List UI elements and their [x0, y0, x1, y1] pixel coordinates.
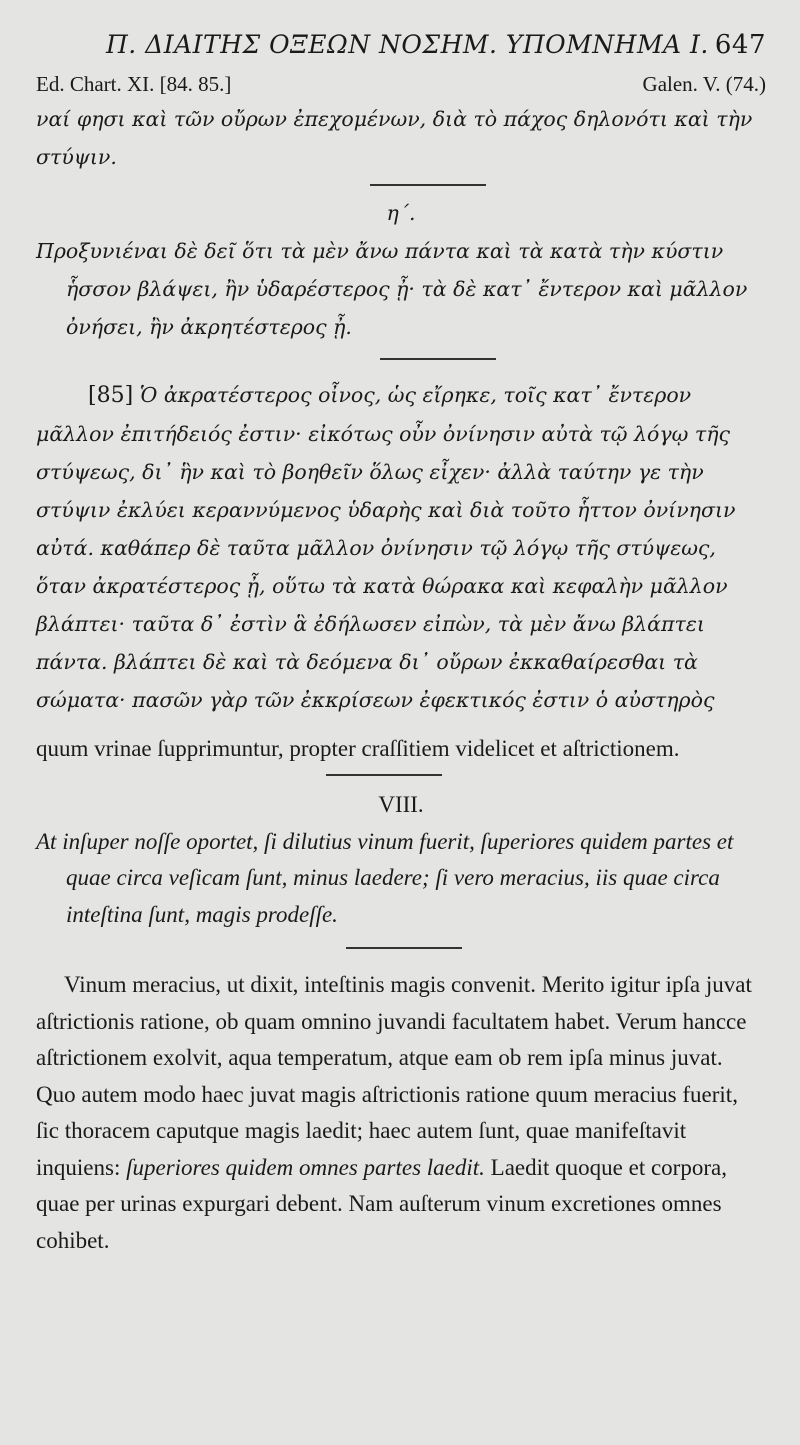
latin-continuation: quum vrinae ſupprimuntur, propter craſſitiem videlicet et aſtrictionem. — [36, 736, 680, 761]
page-number: 647 — [714, 30, 766, 60]
edition-kuehn: Galen. V. (74.) — [642, 72, 766, 96]
greek-commentary-text: Ὁ ἀκρατέστερος οἶνος, ὡς εἴρηκε, τοῖς κατ᾽ ἔντερον μᾶλλον ἐπιτήδειός ἐστιν· εἰκότως οὖν ὀνίνησιν αὐτὰ τῷ λόγῳ τῆς στύψεως, δι᾽ ἣν καὶ τὸ βοηθεῖν ὅλως εἶχεν· ἀλλὰ ταύτην γε τὴν στύψιν ἐκλύει κεραννύμενος ὑδαρὴς καὶ διὰ τοῦτο ἧττον ὀνίνησιν αὐτά. καθάπερ δὲ ταῦτα μᾶλλον ὀνίνησιν τῷ λόγῳ τῆς στύψεως, ὅταν ἀκρατέστερος ᾖ, οὕτω τὰ κατὰ θώρακα καὶ κεφαλὴν μᾶλλον βλάπτει· ταῦτα δ᾽ ἐστὶν ἃ ἐδήλωσεν εἰπὼν, τὰ μὲν ἄνω βλάπτει πάντα. βλάπτει δὲ καὶ τὰ δεόμενα δι᾽ οὔρων ἐκκαθαίρεσθαι τὰ σώματα· πασῶν γὰρ τῶν ἐκκρίσεων ἐφεκτικός ἐστιν ὁ αὐστηρὸς — [36, 383, 736, 712]
edition-chartier: Ed. Chart. XI. [84. 85.] — [36, 72, 232, 96]
latin-commentary-quote: ſuperiores quidem omnes partes laedit. — [126, 1154, 485, 1180]
latin-commentary — [36, 967, 766, 1259]
page-reference-bracket: [85] — [88, 383, 134, 408]
greek-continuation: ναί φησι καὶ τῶν οὔρων ἐπεχομένων, διὰ τὸ πάχος δηλονότι καὶ τὴν στύψιν. — [36, 107, 753, 169]
greek-commentary — [36, 376, 766, 719]
latin-commentary-end: Laedit quoque et corpora, quae per urinas expurgari debent. Nam auſterum vinum excretiones omnes cohibet. — [36, 1154, 727, 1253]
running-head — [36, 30, 766, 70]
latin-commentary-start: Vinum meracius, ut dixit, inteſtinis magis convenit. Merito igitur ipſa juvat aſtrictionis ratione, ob quam omnino juvandi facultatem habet. Verum hancce aſtrictionem exolvit, aqua temperatum, atque eam ob rem ipſa minus juvat. Quo autem modo haec juvat magis aſtrictionis ratione quum meracius fuerit, ſic thoracem caputque magis laedit; haec autem ſunt, quae manifeſtavit inquiens: — [36, 972, 752, 1180]
edition-references — [36, 72, 766, 102]
running-title: Π. ΔΙΑΙΤΗΣ ΟΞΕΩΝ ΝΟΣΗΜ. ΥΠΟΜΝΗΜΑ Ι. — [106, 30, 709, 59]
section-divider — [346, 947, 462, 949]
section-divider — [380, 358, 496, 360]
section-divider — [370, 184, 486, 186]
greek-lemma: Προξυνιέναι δὲ δεῖ ὅτι τὰ μὲν ἄνω πάντα καὶ τὰ κατὰ τὴν κύστιν ἧσσον βλάψει, ἢν ὑδαρέστερος ᾖ· τὰ δὲ κατ᾽ ἔντερον καὶ μᾶλλον ὀνήσει, ἢν ἀκρητέστερος ᾖ. — [36, 239, 748, 339]
greek-section-number: η΄. — [386, 201, 416, 225]
latin-lemma: At inſuper noſſe oportet, ſi dilutius vinum fuerit, ſuperiores quidem partes et quae circa veſicam ſunt, minus laedere; ſi vero meracius, iis quae circa inteſtina ſunt, magis prodeſſe. — [36, 828, 734, 927]
section-divider — [326, 774, 442, 776]
latin-section-number: VIII. — [378, 791, 424, 817]
